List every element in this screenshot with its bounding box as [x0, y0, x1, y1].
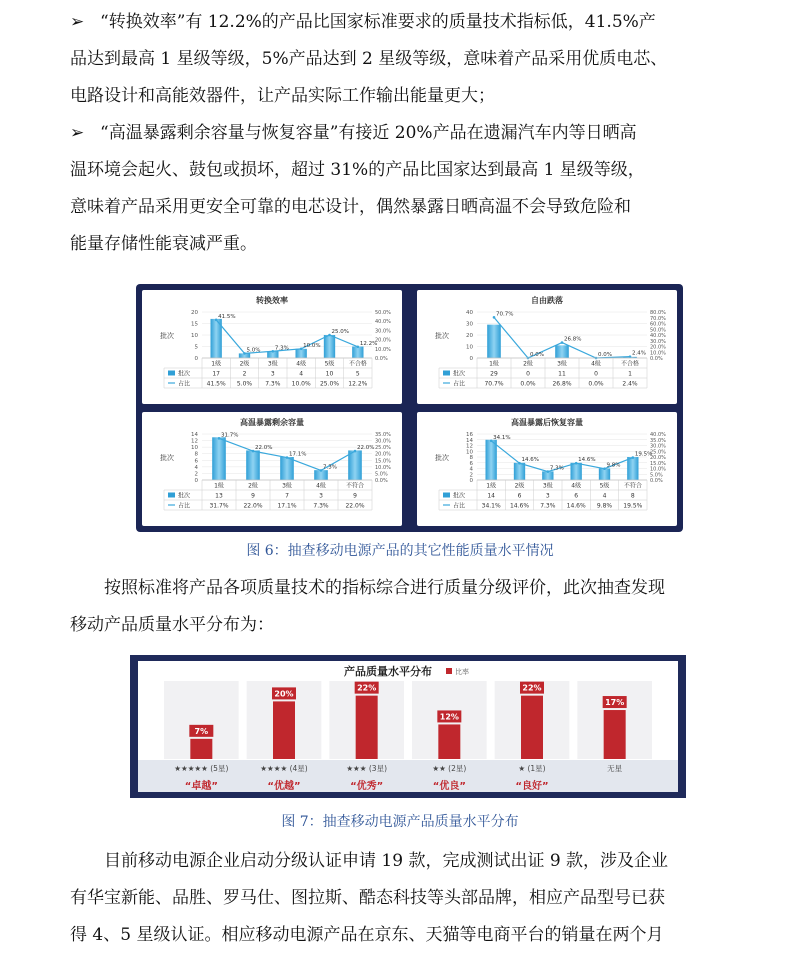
bar-2	[356, 696, 378, 759]
y2-tick-label: 0.0%	[375, 356, 388, 362]
table-percent: 31.7%	[209, 502, 229, 510]
chart-panel-4	[417, 412, 677, 526]
y-tick-label: 5	[194, 344, 198, 351]
percent-point	[320, 469, 323, 472]
x-tick-label: 2级	[239, 360, 250, 368]
y-tick-label: 20	[466, 333, 473, 339]
bar-3级	[280, 457, 294, 480]
category-label: ★ (1星)	[518, 764, 546, 773]
figure-6-caption: 图 6：抽查移动电源产品的其它性能质量水平情况	[246, 543, 554, 559]
intro-text	[70, 4, 750, 263]
bar-5	[604, 710, 626, 759]
x-tick-label: 4级	[571, 482, 582, 490]
bottom-paragraph-line-3: 得 4、5 星级认证。相应移动电源产品在京东、天猫等电商平台的销量在两个月	[70, 925, 664, 945]
table-count: 29	[490, 370, 498, 378]
y2-tick-label: 10.0%	[650, 466, 666, 473]
y2-tick-label: 50.0%	[650, 327, 666, 334]
y-tick-label: 8	[194, 451, 198, 458]
percent-label: 31.7%	[221, 432, 239, 439]
table-percent: 5.0%	[236, 380, 253, 388]
bullet-1: ➢ “转换效率”有 12.2%的产品比国家标准要求的质量技术指标低，41.5%产	[70, 4, 750, 41]
table-percent: 22.0%	[243, 502, 263, 510]
bar-1级	[487, 325, 501, 358]
x-tick-label: 3级	[267, 360, 278, 368]
x-tick-label: 1级	[214, 482, 224, 490]
y-tick-label: 4	[194, 464, 198, 471]
percent-label: 7.3%	[549, 465, 564, 472]
percent-label: 17.1%	[289, 451, 307, 458]
table-count: 7	[285, 492, 289, 500]
y2-tick-label: 25.0%	[375, 445, 391, 452]
bullet-2-line-3: 意味着产品采用更安全可靠的电芯设计，偶然暴露日晒高温不会导致危险和	[70, 197, 631, 217]
legend-line-label: 占比	[453, 380, 466, 388]
table-percent: 22.0%	[345, 502, 365, 510]
y-axis-label: 批次	[160, 454, 174, 462]
table-count: 10	[325, 370, 334, 378]
x-tick-label: 不合格	[348, 360, 367, 368]
value-label: 17%	[605, 698, 625, 708]
arrow-icon: ➢	[70, 123, 85, 143]
bullet-1-line-2: 品达到最高 1 星级等级，5%产品达到 2 星级等级，意味着产品采用优质电芯、	[70, 49, 668, 69]
percent-point	[603, 467, 606, 470]
table-count: 13	[215, 492, 223, 500]
category-label: ★★★★ (4星)	[260, 764, 308, 773]
percent-label: 12.2%	[359, 340, 378, 347]
bar-不合格	[352, 347, 363, 359]
percent-point	[243, 352, 246, 355]
y-tick-label: 0	[194, 478, 198, 484]
table-percent: 41.5%	[206, 380, 226, 388]
legend-bar-label: 批次	[453, 370, 466, 378]
value-label: 7%	[194, 726, 209, 736]
middle-paragraph	[70, 570, 750, 644]
percent-point	[354, 450, 357, 453]
percent-label: 41.5%	[218, 313, 236, 320]
x-tick-label: 2级	[514, 482, 525, 490]
value-label: 20%	[274, 689, 294, 699]
table-count: 14	[487, 492, 495, 500]
table-percent: 7.3%	[265, 380, 281, 388]
category-label: ★★★ (3星)	[346, 764, 388, 773]
y2-tick-label: 60.0%	[650, 321, 666, 328]
figure-6-charts	[136, 284, 683, 532]
bullet-1-line-3: 电路设计和高能效器件，让产品实际工作输出能量更大；	[70, 86, 495, 106]
y2-tick-label: 20.0%	[375, 337, 391, 344]
legend-bar-label: 批次	[178, 370, 191, 378]
table-percent: 0.0%	[588, 380, 604, 388]
y2-tick-label: 0.0%	[650, 356, 663, 362]
x-tick-label: 4级	[296, 360, 307, 368]
x-tick-label: 3级	[557, 360, 567, 368]
bar-4级	[296, 349, 307, 358]
x-tick-label: 1级	[211, 360, 222, 368]
percent-label: 0.0%	[530, 352, 544, 358]
bottom-paragraph	[70, 843, 750, 954]
table-percent: 34.1%	[481, 502, 501, 510]
percent-point	[561, 341, 564, 344]
x-tick-label: 5级	[599, 482, 610, 490]
percent-point	[272, 350, 275, 353]
y2-tick-label: 30.0%	[650, 443, 666, 450]
percent-point	[490, 439, 493, 442]
percent-point	[328, 334, 331, 337]
y-tick-label: 4	[469, 466, 473, 473]
y2-tick-label: 10.0%	[375, 464, 391, 471]
bar-2级	[246, 450, 260, 480]
table-count: 8	[630, 492, 635, 500]
y-tick-label: 0	[469, 478, 473, 484]
chart-panel-3	[142, 412, 402, 526]
percent-label: 10.0%	[303, 342, 321, 349]
y2-tick-label: 20.0%	[650, 344, 666, 351]
table-count: 2	[242, 370, 247, 378]
table-percent: 19.5%	[623, 502, 643, 510]
y2-tick-label: 40.0%	[650, 432, 666, 438]
rating-label: “良好”	[515, 781, 549, 792]
middle-paragraph-line-2: 移动产品质量水平分布为：	[70, 615, 274, 635]
percent-point	[629, 355, 632, 358]
x-tick-label: 不符合	[345, 482, 365, 490]
table-percent: 26.8%	[552, 380, 572, 388]
bar-3级	[555, 345, 569, 358]
y-tick-label: 8	[469, 455, 473, 461]
bar-5级	[599, 469, 610, 481]
percent-point	[575, 462, 578, 465]
chart-title: 产品质量水平分布	[344, 665, 432, 678]
percent-label: 14.6%	[578, 457, 596, 464]
y-tick-label: 0	[469, 356, 473, 362]
table-count: 0	[594, 370, 598, 378]
y-tick-label: 0	[194, 356, 198, 362]
table-percent: 70.7%	[484, 380, 504, 388]
y-tick-label: 40	[466, 310, 473, 316]
bar-1级	[212, 437, 226, 480]
table-percent: 14.6%	[509, 502, 530, 510]
table-count: 5	[355, 370, 360, 378]
percent-label: 22.0%	[255, 445, 273, 452]
y-tick-label: 12	[191, 438, 198, 445]
bar-0	[190, 739, 212, 759]
x-tick-label: 1级	[486, 482, 497, 490]
table-count: 4	[602, 492, 607, 500]
table-percent: 0.0%	[520, 380, 536, 388]
percent-label: 7.3%	[274, 345, 289, 352]
percent-point	[357, 345, 360, 348]
table-percent: 2.4%	[622, 380, 638, 388]
y2-tick-label: 15.0%	[650, 460, 666, 467]
y2-tick-label: 5.0%	[375, 471, 388, 478]
x-tick-label: 2级	[523, 360, 533, 368]
percent-point	[252, 450, 255, 453]
legend-swatch	[446, 668, 452, 674]
percent-label: 25.0%	[331, 329, 349, 335]
legend-bar-swatch	[443, 371, 450, 376]
chart-title: 转换效率	[256, 296, 288, 305]
rating-label: “优越”	[267, 781, 301, 792]
legend-bar-swatch	[443, 493, 450, 498]
x-tick-label: 5级	[324, 360, 335, 368]
percent-point	[286, 456, 289, 459]
table-percent: 12.2%	[348, 380, 368, 388]
y2-tick-label: 40.0%	[375, 319, 391, 326]
y2-tick-label: 50.0%	[375, 310, 391, 316]
table-percent: 7.3%	[540, 502, 556, 510]
y-tick-label: 16	[466, 432, 473, 438]
chart-title: 自由跌落	[531, 296, 563, 305]
value-label: 22%	[357, 683, 377, 693]
y2-tick-label: 10.0%	[650, 350, 666, 357]
table-count: 6	[574, 492, 579, 500]
table-count: 9	[353, 492, 357, 500]
y2-tick-label: 30.0%	[375, 328, 391, 335]
table-count: 0	[526, 370, 530, 378]
y2-tick-label: 0.0%	[375, 478, 388, 484]
x-tick-label: 3级	[282, 482, 292, 490]
bar-2级	[514, 463, 525, 480]
table-count: 4	[299, 370, 304, 378]
percent-point	[493, 316, 496, 319]
percent-label: 9.8%	[606, 462, 621, 469]
middle-paragraph-line-1: 按照标准将产品各项质量技术的指标综合进行质量分级评价，此次抽查发现	[104, 578, 665, 598]
table-count: 3	[319, 492, 323, 500]
table-count: 11	[558, 370, 566, 378]
x-tick-label: 2级	[248, 482, 258, 490]
legend-line-label: 占比	[178, 502, 191, 510]
table-count: 6	[517, 492, 522, 500]
percent-label: 2.4%	[632, 350, 646, 357]
y-tick-label: 10	[466, 449, 473, 456]
y-tick-label: 15	[191, 321, 198, 328]
chart-title: 高温暴露后恢复容量	[511, 418, 583, 427]
arrow-icon: ➢	[70, 12, 85, 32]
y2-tick-label: 70.0%	[650, 315, 666, 322]
y2-tick-label: 10.0%	[375, 346, 391, 353]
y2-tick-label: 15.0%	[375, 458, 391, 465]
category-label: ★★ (2星)	[432, 764, 467, 773]
y2-tick-label: 35.0%	[375, 432, 391, 438]
bar-4级	[571, 463, 582, 480]
bullet-2-line-4: 能量存储性能衰减严重。	[70, 234, 257, 254]
y2-tick-label: 30.0%	[375, 438, 391, 445]
category-label: 无星	[607, 764, 623, 773]
chart-panel-1	[142, 290, 402, 404]
x-tick-label: 不合格	[620, 360, 640, 368]
percent-point	[632, 456, 635, 459]
table-percent: 10.0%	[291, 380, 311, 388]
bottom-paragraph-line-1: 目前移动电源企业启动分级认证申请 19 款，完成测试出证 9 款，涉及企业	[104, 851, 669, 871]
y-tick-label: 14	[466, 437, 473, 444]
chart-panel-2	[417, 290, 677, 404]
table-count: 3	[545, 492, 550, 500]
table-count: 17	[212, 370, 220, 378]
rating-label: “优秀”	[350, 781, 384, 792]
table-percent: 7.3%	[313, 502, 329, 510]
category-label: ★★★★★ (5星)	[174, 764, 229, 773]
y-tick-label: 20	[191, 310, 198, 316]
legend-bar-swatch	[168, 371, 175, 376]
y-axis-label: 批次	[435, 454, 449, 462]
x-tick-label: 不符合	[623, 482, 642, 490]
y-tick-label: 10	[191, 333, 198, 339]
y2-tick-label: 20.0%	[375, 451, 391, 458]
y2-tick-label: 35.0%	[650, 437, 666, 444]
y-tick-label: 10	[191, 445, 198, 452]
y2-tick-label: 80.0%	[650, 310, 666, 316]
percent-point	[518, 462, 521, 465]
percent-label: 70.7%	[496, 311, 514, 318]
y-axis-label: 批次	[160, 332, 174, 340]
y-tick-label: 2	[194, 471, 198, 478]
y-tick-label: 6	[469, 460, 473, 467]
figure-7-chart	[130, 655, 686, 798]
percent-label: 0.0%	[598, 352, 612, 358]
bar-不符合	[627, 457, 638, 480]
bar-5级	[324, 335, 335, 358]
bottom-paragraph-line-2: 有华宝新能、品胜、罗马仕、图拉斯、酷态科技等头部品牌，相应产品型号已获	[70, 888, 665, 908]
y-tick-label: 14	[191, 432, 198, 438]
y2-tick-label: 0.0%	[650, 478, 663, 484]
percent-label: 26.8%	[564, 336, 582, 343]
bar-1级	[486, 440, 497, 480]
legend-bar-label: 批次	[453, 492, 466, 500]
table-count: 9	[251, 492, 255, 500]
bar-3	[438, 724, 460, 759]
percent-label: 14.6%	[521, 457, 539, 464]
legend-line-label: 占比	[178, 380, 191, 388]
bar-1	[273, 701, 295, 759]
x-tick-label: 4级	[316, 482, 326, 490]
legend-label: 比率	[455, 668, 469, 676]
table-percent: 25.0%	[319, 380, 340, 388]
table-count: 1	[628, 370, 632, 378]
bullet-2-line-2: 温环境会起火、鼓包或损坏，超过 31%的产品比国家达到最高 1 星级等级，	[70, 160, 645, 180]
y-tick-label: 12	[466, 443, 473, 450]
y-tick-label: 10	[466, 344, 473, 351]
rating-label: “卓越”	[184, 781, 218, 792]
y-tick-label: 2	[469, 472, 473, 479]
percent-label: 7.3%	[323, 464, 337, 471]
y2-tick-label: 25.0%	[650, 449, 666, 456]
percent-label: 5.0%	[246, 347, 261, 354]
value-label: 12%	[439, 712, 459, 722]
x-tick-label: 4级	[591, 360, 601, 368]
y2-tick-label: 5.0%	[650, 472, 663, 479]
y2-tick-label: 30.0%	[650, 338, 666, 345]
percent-point	[215, 319, 218, 322]
percent-point	[218, 437, 221, 440]
y-tick-label: 6	[194, 458, 198, 465]
percent-label: 22.0%	[357, 445, 375, 452]
percent-point	[547, 470, 550, 473]
x-tick-label: 3级	[542, 482, 553, 490]
percent-label: 34.1%	[493, 434, 511, 441]
y-tick-label: 30	[466, 321, 473, 328]
x-tick-label: 1级	[489, 360, 499, 368]
rating-label: “优良”	[432, 781, 466, 792]
bar-不符合	[348, 450, 362, 480]
percent-point	[300, 348, 303, 351]
value-label: 22%	[522, 683, 542, 693]
legend-bar-label: 批次	[178, 492, 191, 500]
figure-7-frame	[130, 655, 686, 798]
table-percent: 14.6%	[566, 502, 586, 510]
figure-7-caption: 图 7：抽查移动电源产品质量水平分布	[281, 814, 519, 830]
chart-title: 高温暴露剩余容量	[240, 418, 304, 427]
legend-line-label: 占比	[453, 502, 466, 510]
table-percent: 17.1%	[277, 502, 297, 510]
y2-tick-label: 40.0%	[650, 333, 666, 339]
figure-6-frame	[136, 284, 683, 532]
percent-label: 19.5%	[634, 451, 653, 458]
bar-4	[521, 696, 543, 759]
table-percent: 9.8%	[596, 502, 613, 510]
legend-bar-swatch	[168, 493, 175, 498]
table-count: 3	[270, 370, 275, 378]
y-axis-label: 批次	[435, 332, 449, 340]
y2-tick-label: 20.0%	[650, 455, 666, 461]
bullet-2: ➢ “高温暴露剩余容量与恢复容量”有接近 20%产品在遗漏汽车内等日晒高	[70, 115, 750, 152]
